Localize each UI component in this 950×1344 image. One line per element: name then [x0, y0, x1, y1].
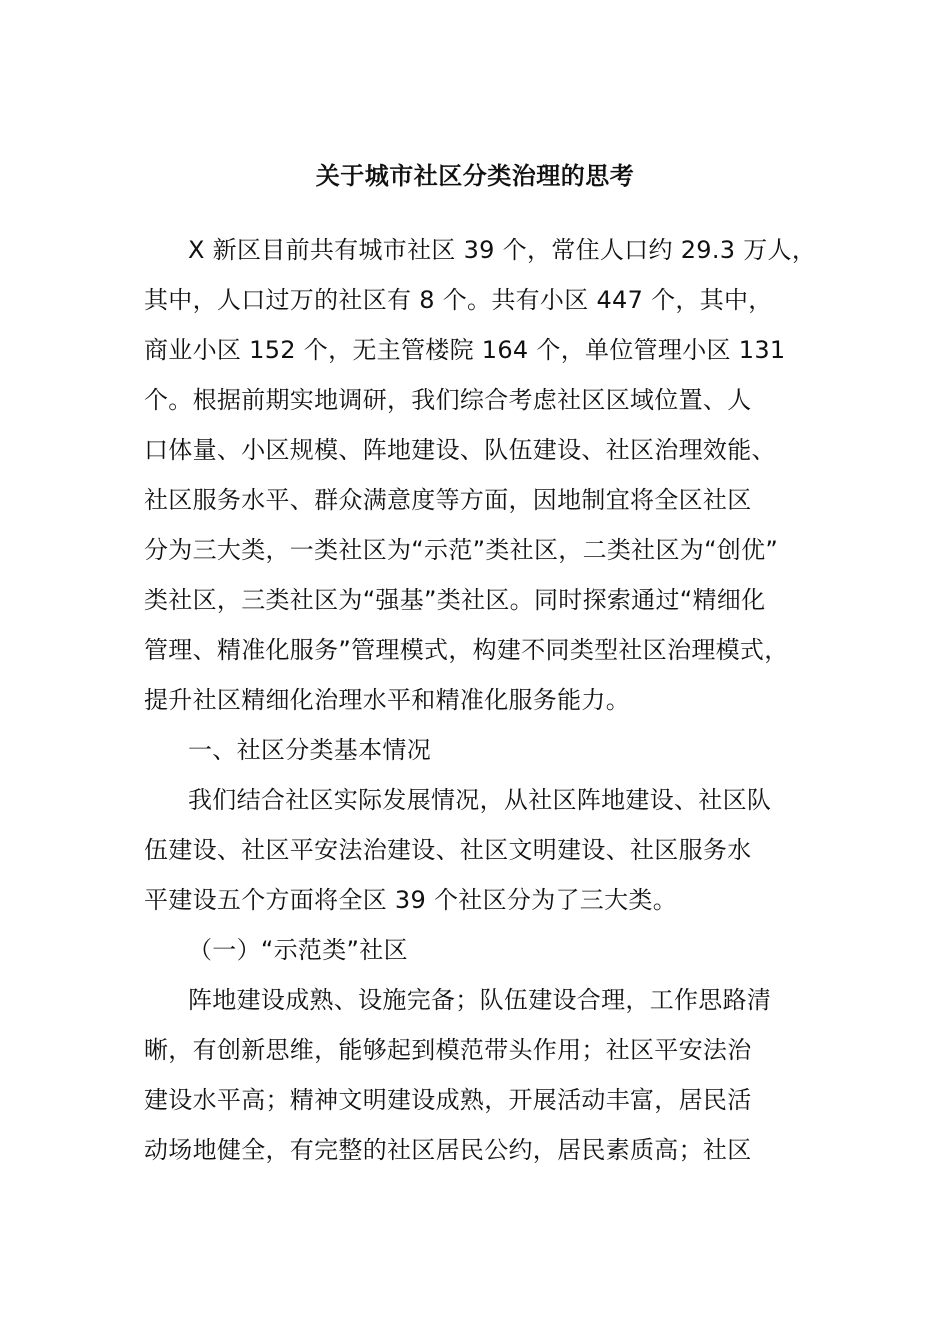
paragraph-line: 动场地健全，有完整的社区居民公约，居民素质高；社区	[144, 1136, 752, 1164]
paragraph-line: 商业小区 152 个，无主管楼院 164 个，单位管理小区 131	[144, 336, 786, 364]
paragraph-line: X 新区目前共有城市社区 39 个，常住人口约 29.3 万人，	[188, 236, 817, 264]
paragraph-line: 晰，有创新思维，能够起到模范带头作用；社区平安法治	[144, 1036, 752, 1064]
document-title: 关于城市社区分类治理的思考	[315, 162, 635, 190]
paragraph-line: 个。根据前期实地调研，我们综合考虑社区区域位置、人	[144, 386, 752, 414]
section-heading: 一、社区分类基本情况	[188, 736, 431, 764]
paragraph-line: 社区服务水平、群众满意度等方面，因地制宜将全区社区	[144, 486, 752, 514]
paragraph-line: 平建设五个方面将全区 39 个社区分为了三大类。	[144, 886, 677, 914]
subsection-heading: （一）“示范类”社区	[188, 936, 408, 964]
paragraph-line: 分为三大类，一类社区为“示范”类社区，二类社区为“创优”	[144, 536, 779, 564]
paragraph-line: 类社区，三类社区为“强基”类社区。同时探索通过“精细化	[144, 586, 766, 614]
paragraph-line: 管理、精准化服务”管理模式，构建不同类型社区治理模式，	[144, 636, 789, 664]
paragraph-line: 提升社区精细化治理水平和精准化服务能力。	[144, 686, 630, 714]
paragraph-line: 我们结合社区实际发展情况，从社区阵地建设、社区队	[188, 786, 772, 814]
paragraph-line: 建设水平高；精神文明建设成熟，开展活动丰富，居民活	[144, 1086, 752, 1114]
paragraph-line: 口体量、小区规模、阵地建设、队伍建设、社区治理效能、	[144, 436, 776, 464]
paragraph-line: 伍建设、社区平安法治建设、社区文明建设、社区服务水	[144, 836, 752, 864]
paragraph-line: 其中，人口过万的社区有 8 个。共有小区 447 个，其中，	[144, 286, 773, 314]
paragraph-line: 阵地建设成熟、设施完备；队伍建设合理，工作思路清	[188, 986, 772, 1014]
